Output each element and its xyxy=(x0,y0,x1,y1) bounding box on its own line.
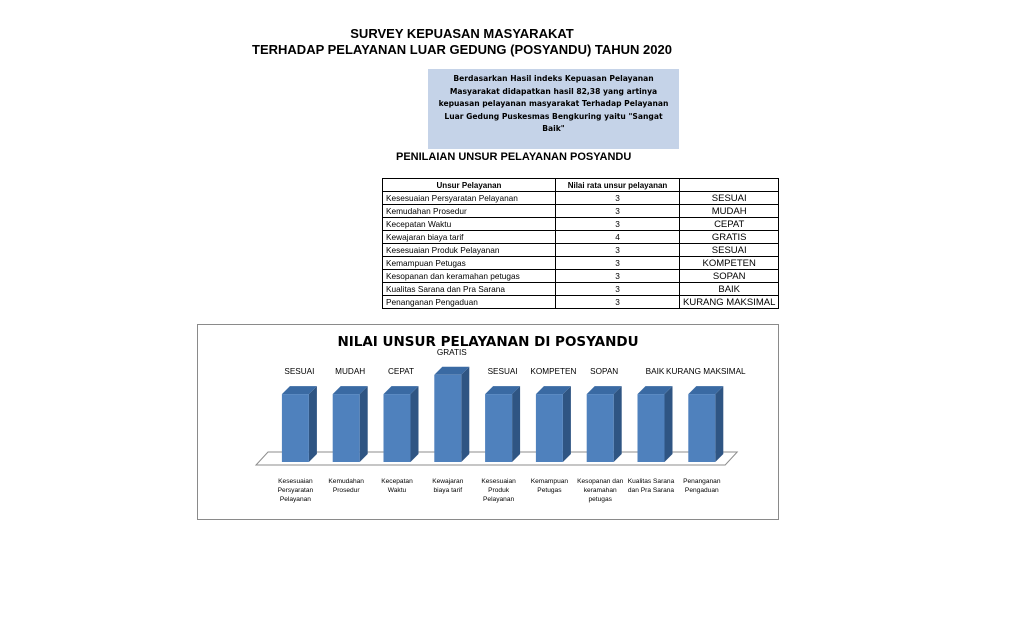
data-label: SESUAI xyxy=(487,367,518,377)
summary-line: kepuasan pelayanan masyarakat Terhadap Pelayanan xyxy=(438,99,669,108)
bar-side xyxy=(512,386,520,462)
category-label: Kewajaran xyxy=(432,478,464,485)
cell-keterangan: SESUAI xyxy=(680,244,779,257)
chart-frame xyxy=(197,324,779,520)
cell-keterangan: KOMPETEN xyxy=(680,257,779,270)
section-title: PENILAIAN UNSUR PELAYANAN POSYANDU xyxy=(396,151,632,163)
bar xyxy=(587,394,614,462)
category-label: Waktu xyxy=(387,487,407,494)
table-row xyxy=(383,283,779,296)
table-row xyxy=(383,257,779,270)
data-label: KURANG MAKSIMAL xyxy=(665,367,746,377)
table-row xyxy=(383,244,779,257)
cell-unsur: Kualitas Sarana dan Pra Sarana xyxy=(383,283,556,296)
data-label: KOMPETEN xyxy=(530,367,577,377)
cell-nilai: 3 xyxy=(556,283,680,296)
bar-side xyxy=(461,367,469,462)
cell-nilai: 3 xyxy=(556,257,680,270)
table-header-row xyxy=(383,179,779,192)
table-row xyxy=(383,296,779,309)
cell-nilai: 3 xyxy=(556,205,680,218)
category-label: Kesopanan dan xyxy=(577,478,624,485)
table-row xyxy=(383,192,779,205)
chart-title: NILAI UNSUR PELAYANAN DI POSYANDU xyxy=(337,334,639,350)
bar xyxy=(638,394,665,462)
cell-keterangan: SESUAI xyxy=(680,192,779,205)
bar xyxy=(434,375,461,462)
cell-keterangan: MUDAH xyxy=(680,205,779,218)
table-row xyxy=(383,231,779,244)
table-row xyxy=(383,205,779,218)
bar-side xyxy=(360,386,368,462)
cell-keterangan: CEPAT xyxy=(680,218,779,231)
bar xyxy=(485,394,512,462)
cell-keterangan: SOPAN xyxy=(680,270,779,283)
data-label: CEPAT xyxy=(387,367,415,377)
bar-side xyxy=(665,386,673,462)
summary-line: Berdasarkan Hasil indeks Kepuasan Pelayanan xyxy=(453,74,654,83)
cell-keterangan: BAIK xyxy=(680,283,779,296)
bar xyxy=(384,394,411,462)
category-label: petugas xyxy=(588,496,612,503)
category-label: keramahan xyxy=(583,487,617,494)
cell-unsur: Kewajaran biaya tarif xyxy=(383,231,556,244)
cell-unsur: Kesesuaian Produk Pelayanan xyxy=(383,244,556,257)
cell-unsur: Kesopanan dan keramahan petugas xyxy=(383,270,556,283)
table-row xyxy=(383,270,779,283)
data-label: SOPAN xyxy=(590,367,619,377)
bar xyxy=(536,394,563,462)
data-label: BAIK xyxy=(645,367,665,377)
bar xyxy=(688,394,715,462)
bar-side xyxy=(715,386,723,462)
bar-side xyxy=(309,386,317,462)
column-header-nilai: Nilai rata unsur pelayanan xyxy=(556,179,680,192)
category-label: Petugas xyxy=(537,487,562,494)
bar xyxy=(333,394,360,462)
table-row xyxy=(383,218,779,231)
page-title-line1: SURVEY KEPUASAN MASYARAKAT xyxy=(350,26,574,41)
data-label: SESUAI xyxy=(284,367,315,377)
category-label: Kecepatan xyxy=(381,478,413,485)
category-label: Penanganan xyxy=(683,478,721,485)
data-label: GRATIS xyxy=(436,347,467,357)
category-label: Pengaduan xyxy=(684,487,719,494)
cell-nilai: 4 xyxy=(556,231,680,244)
summary-line: Luar Gedung Puskesmas Bengkuring yaitu "Sangat Baik" xyxy=(444,111,663,133)
cell-keterangan: KURANG MAKSIMAL xyxy=(680,296,779,309)
category-label: Prosedur xyxy=(332,487,360,494)
data-label: MUDAH xyxy=(335,367,366,377)
category-label: Kesesuaian xyxy=(481,478,516,485)
summary-box xyxy=(428,69,679,149)
category-label: Kemudahan xyxy=(328,478,364,485)
bar-chart xyxy=(198,325,778,519)
category-label: dan Pra Sarana xyxy=(627,487,675,494)
cell-nilai: 3 xyxy=(556,192,680,205)
category-label: Kualitas Sarana xyxy=(627,478,675,485)
category-label: Kemampuan xyxy=(530,478,569,485)
assessment-table xyxy=(382,178,779,309)
summary-line: Masyarakat didapatkan hasil 82,38 yang artinya xyxy=(449,86,658,96)
cell-unsur: Kemudahan Prosedur xyxy=(383,205,556,218)
page-title-line2: TERHADAP PELAYANAN LUAR GEDUNG (POSYANDU) TAHUN 2020 xyxy=(252,42,672,57)
bar-side xyxy=(614,386,622,462)
category-label: Kesesuaian xyxy=(278,478,313,485)
column-header-keterangan xyxy=(680,179,779,192)
cell-unsur: Penanganan Pengaduan xyxy=(383,296,556,309)
bar xyxy=(282,394,309,462)
cell-nilai: 3 xyxy=(556,270,680,283)
cell-nilai: 3 xyxy=(556,244,680,257)
cell-unsur: Kesesuaian Persyaratan Pelayanan xyxy=(383,192,556,205)
cell-nilai: 3 xyxy=(556,218,680,231)
category-label: Persyaratan xyxy=(277,487,314,494)
bar-side xyxy=(563,386,571,462)
category-label: Produk xyxy=(488,487,510,494)
cell-nilai: 3 xyxy=(556,296,680,309)
category-label: Pelayanan xyxy=(279,496,311,503)
category-label: biaya tarif xyxy=(433,487,463,494)
category-label: Pelayanan xyxy=(483,496,515,503)
column-header-unsur: Unsur Pelayanan xyxy=(383,179,556,192)
cell-unsur: Kecepatan Waktu xyxy=(383,218,556,231)
cell-keterangan: GRATIS xyxy=(680,231,779,244)
cell-unsur: Kemampuan Petugas xyxy=(383,257,556,270)
bar-side xyxy=(411,386,419,462)
